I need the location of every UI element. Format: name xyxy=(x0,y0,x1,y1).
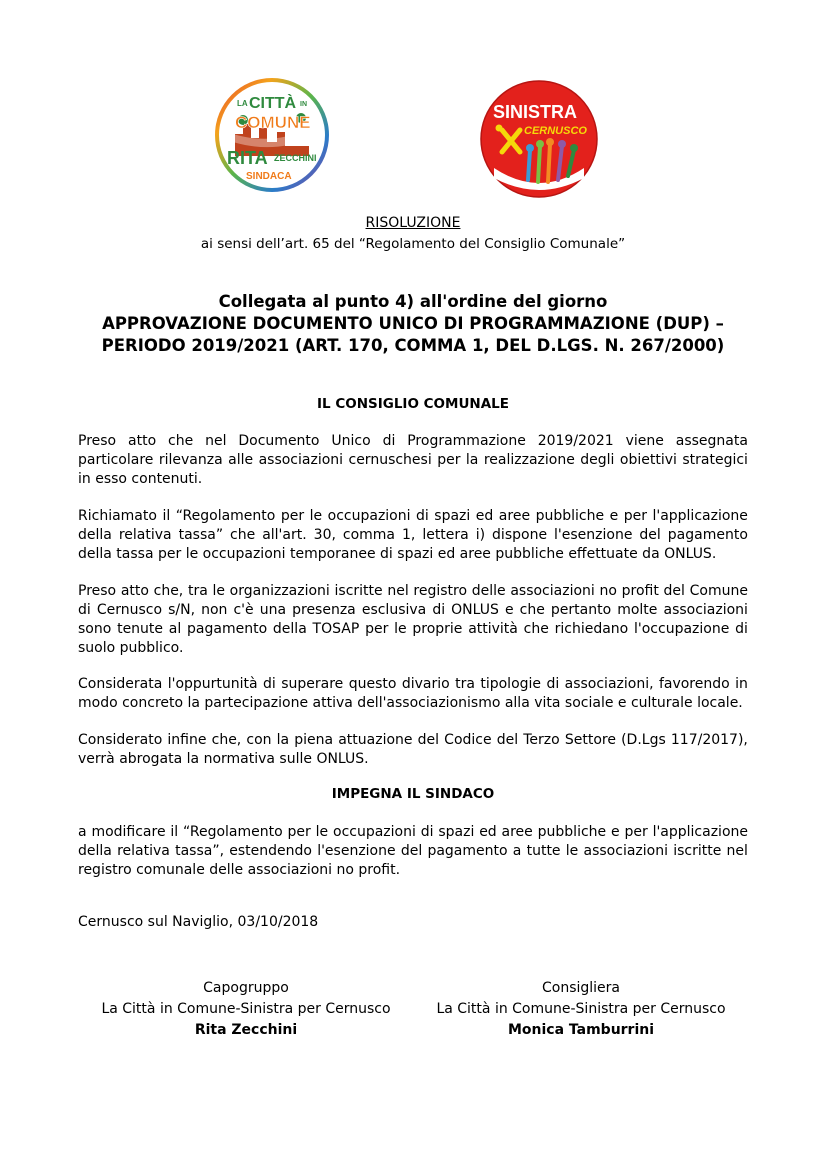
paragraph-line: di Cernusco s/N, non c'è una presenza esclusiva di ONLUS e che pertanto molte associazioni xyxy=(78,602,748,618)
signature-group: La Città in Comune-Sinistra per Cernusco xyxy=(436,1001,726,1017)
paragraph-line: Preso atto che, tra le organizzazioni iscritte nel registro delle associazioni no profit del Comune xyxy=(78,583,748,599)
paragraph-line: suolo pubblico. xyxy=(78,640,184,656)
paragraph-line: Considerata l'oppurtunità di superare questo divario tra tipologie di associazioni, favorendo in xyxy=(78,676,748,692)
logo-text-cernusco: CERNUSCO xyxy=(524,125,587,137)
resolution-title: RISOLUZIONE xyxy=(365,215,461,231)
paragraph-line: particolare rilevanza alle associazioni cernuschesi per la realizzazione degli obiettivi strategici xyxy=(78,452,748,468)
main-heading xyxy=(60,291,766,357)
heading-line-1: Collegata al punto 4) all'ordine del giorno xyxy=(218,292,608,311)
heading-line-2: APPROVAZIONE DOCUMENTO UNICO DI PROGRAMMAZIONE (DUP) – xyxy=(102,314,724,333)
signature-role: Capogruppo xyxy=(203,980,289,996)
logo-text-comune: COMUNE xyxy=(235,113,311,132)
logo-text-rita: RITA xyxy=(227,148,268,168)
section-title-consiglio: IL CONSIGLIO COMUNALE xyxy=(317,396,509,412)
logo-text-in: IN xyxy=(300,101,307,108)
logo-text-sindaca: SINDACA xyxy=(246,171,292,182)
paragraph-line: della tassa per le occupazioni temporanee di spazi ed aree pubbliche effettuate da ONLUS. xyxy=(78,546,717,562)
signature-role: Consigliera xyxy=(541,980,620,996)
signature-block-1 xyxy=(86,978,406,1041)
document-date: Cernusco sul Naviglio, 03/10/2018 xyxy=(78,914,319,930)
paragraph-4 xyxy=(78,675,748,713)
signature-name: Rita Zecchini xyxy=(194,1022,298,1038)
resolution-subtitle: ai sensi dell’art. 65 del “Regolamento del Consiglio Comunale” xyxy=(200,236,626,252)
sinistra-cernusco-logo xyxy=(480,80,598,198)
logo-text-la: LA xyxy=(237,99,248,108)
paragraph-3 xyxy=(78,582,748,658)
paragraph-line: registro comunale delle associazioni no profit. xyxy=(78,862,401,878)
paragraph-line: Richiamato il “Regolamento per le occupazioni di spazi ed aree pubbliche e per l'applicazione xyxy=(78,508,748,524)
signature-name: Monica Tamburrini xyxy=(507,1022,655,1038)
logo-text-citta: CITTÀ xyxy=(249,95,297,112)
commitment-paragraph xyxy=(78,823,748,880)
paragraph-line: verrà abrogata la normativa sulle ONLUS. xyxy=(78,751,369,767)
paragraph-1 xyxy=(78,432,748,489)
heading-line-3: PERIODO 2019/2021 (ART. 170, COMMA 1, DEL D.LGS. N. 267/2000) xyxy=(101,336,725,355)
paragraph-line: a modificare il “Regolamento per le occupazioni di spazi ed aree pubbliche e per l'applicazione xyxy=(78,824,748,840)
logo-text-zecchini: ZECCHINI xyxy=(274,153,317,163)
paragraph-line: Considerato infine che, con la piena attuazione del Codice del Terzo Settore (D.Lgs 117/2017), xyxy=(78,732,748,748)
paragraph-5 xyxy=(78,731,748,769)
section-title-impegna: IMPEGNA IL SINDACO xyxy=(331,786,495,802)
paragraph-line: della relativa tassa”, estendendo l'esenzione del pagamento a tutte le associazioni iscritte nel xyxy=(78,843,748,859)
signature-block-2 xyxy=(421,978,741,1041)
logo-text-sinistra: SINISTRA xyxy=(493,102,578,122)
la-citta-in-comune-logo xyxy=(213,76,331,194)
paragraph-line: sono tenute al pagamento della TOSAP per le proprie attività che richiedano l'occupazione di xyxy=(78,621,748,637)
paragraph-line: in esso contenuti. xyxy=(78,471,203,487)
signature-group: La Città in Comune-Sinistra per Cernusco xyxy=(101,1001,391,1017)
paragraph-line: modo concreto la partecipazione attiva dell'associazionismo alla vita sociale e culturale locale. xyxy=(78,695,743,711)
paragraph-line: Preso atto che nel Documento Unico di Programmazione 2019/2021 viene assegnata xyxy=(78,433,748,449)
paragraph-2 xyxy=(78,507,748,564)
paragraph-line: della relativa tassa” che all'art. 30, comma 1, lettera i) dispone l'esenzione del pagamento xyxy=(78,527,748,543)
